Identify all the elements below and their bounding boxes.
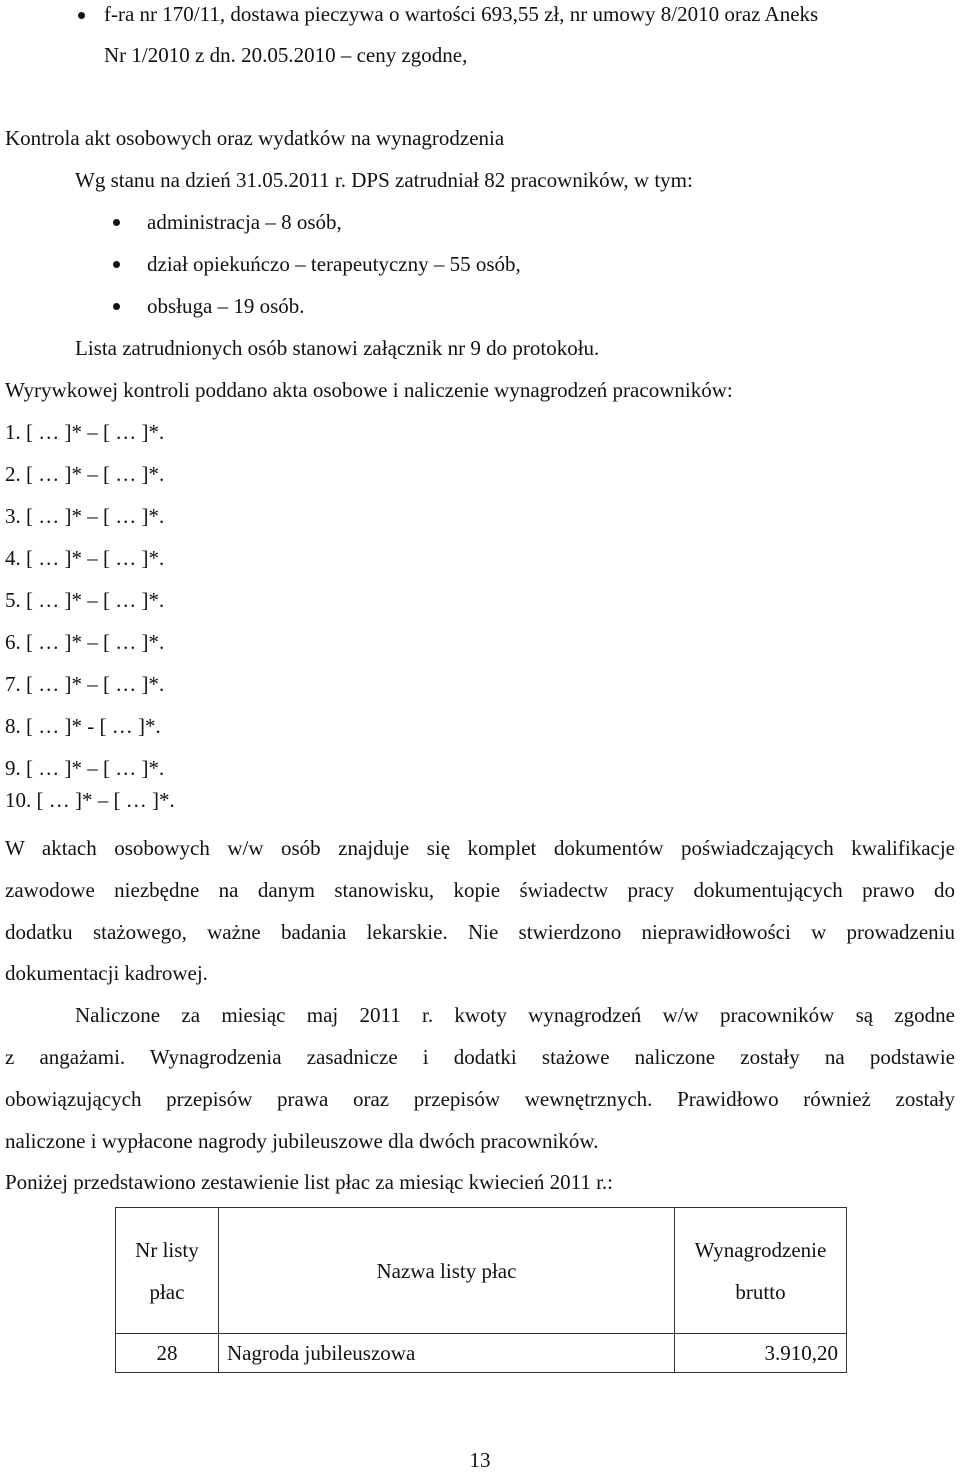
section-title: Kontrola akt osobowych oraz wydatków na wynagrodzenia [5, 126, 505, 150]
bullet-dot [113, 303, 120, 310]
paragraph-line: W aktach osobowych w/w osób znajduje się komplet dokumentów poświadczających kwalifikacje [5, 836, 955, 860]
list-item: 2. [ … ]* – [ … ]*. [5, 462, 165, 486]
col-header-gross: Wynagrodzenie brutto [675, 1208, 847, 1334]
cell-list-no: 28 [116, 1334, 219, 1373]
bullet-dot [113, 261, 120, 268]
list-item: 10. [ … ]* – [ … ]*. [5, 788, 175, 812]
table-intro: Poniżej przedstawiono zestawienie list płac za miesiąc kwiecień 2011 r.: [5, 1170, 614, 1194]
table-header-row [116, 1208, 847, 1334]
cell-gross: 3.910,20 [675, 1334, 847, 1373]
staff-item-care: dział opiekuńczo – terapeutyczny – 55 osób, [147, 252, 521, 276]
paragraph-line: obowiązujących przepisów prawa oraz przepisów wewnętrznych. Prawidłowo również zostały [5, 1087, 955, 1111]
invoice-line-1: f-ra nr 170/11, dostawa pieczywa o wartości 693,55 zł, nr umowy 8/2010 oraz Aneks [104, 2, 819, 26]
paragraph-line: dokumentacji kadrowej. [5, 961, 208, 985]
list-item: 4. [ … ]* – [ … ]*. [5, 546, 165, 570]
list-item: 5. [ … ]* – [ … ]*. [5, 588, 165, 612]
list-item: 7. [ … ]* – [ … ]*. [5, 672, 165, 696]
list-item: 1. [ … ]* – [ … ]*. [5, 420, 165, 444]
check-intro: Wyrywkowej kontroli poddano akta osobowe i naliczenie wynagrodzeń pracowników: [5, 378, 733, 402]
cell-list-name: Nagroda jubileuszowa [218, 1334, 674, 1373]
table-row [116, 1334, 847, 1373]
attachment-note: Lista zatrudnionych osób stanowi załącznik nr 9 do protokołu. [75, 336, 600, 360]
staff-item-admin: administracja – 8 osób, [147, 210, 342, 234]
payroll-table [115, 1207, 847, 1373]
paragraph-line: naliczone i wypłacone nagrody jubileuszowe dla dwóch pracowników. [5, 1129, 599, 1153]
bullet-dot [113, 219, 120, 226]
list-item: 8. [ … ]* - [ … ]*. [5, 714, 161, 738]
list-item: 6. [ … ]* – [ … ]*. [5, 630, 165, 654]
list-item: 3. [ … ]* – [ … ]*. [5, 504, 165, 528]
paragraph-line: dodatku stażowego, ważne badania lekarskie. Nie stwierdzono nieprawidłowości w prowadzeniu [5, 920, 955, 944]
page-number: 13 [469, 1448, 491, 1472]
staff-intro: Wg stanu na dzień 31.05.2011 r. DPS zatrudniał 82 pracowników, w tym: [75, 168, 693, 192]
staff-item-service: obsługa – 19 osób. [147, 294, 305, 318]
col-header-list-name: Nazwa listy płac [218, 1208, 674, 1334]
paragraph-line: Naliczone za miesiąc maj 2011 r. kwoty wynagrodzeń w/w pracowników są zgodne [75, 1003, 955, 1027]
paragraph-line: z angażami. Wynagrodzenia zasadnicze i dodatki stażowe naliczone zostały na podstawie [5, 1045, 955, 1069]
bullet-dot [78, 12, 85, 19]
invoice-line-2: Nr 1/2010 z dn. 20.05.2010 – ceny zgodne, [104, 43, 468, 67]
list-item: 9. [ … ]* – [ … ]*. [5, 756, 165, 780]
paragraph-line: zawodowe niezbędne na danym stanowisku, kopie świadectw pracy dokumentujących prawo do [5, 878, 955, 902]
col-header-list-no: Nr listy płac [116, 1208, 219, 1334]
